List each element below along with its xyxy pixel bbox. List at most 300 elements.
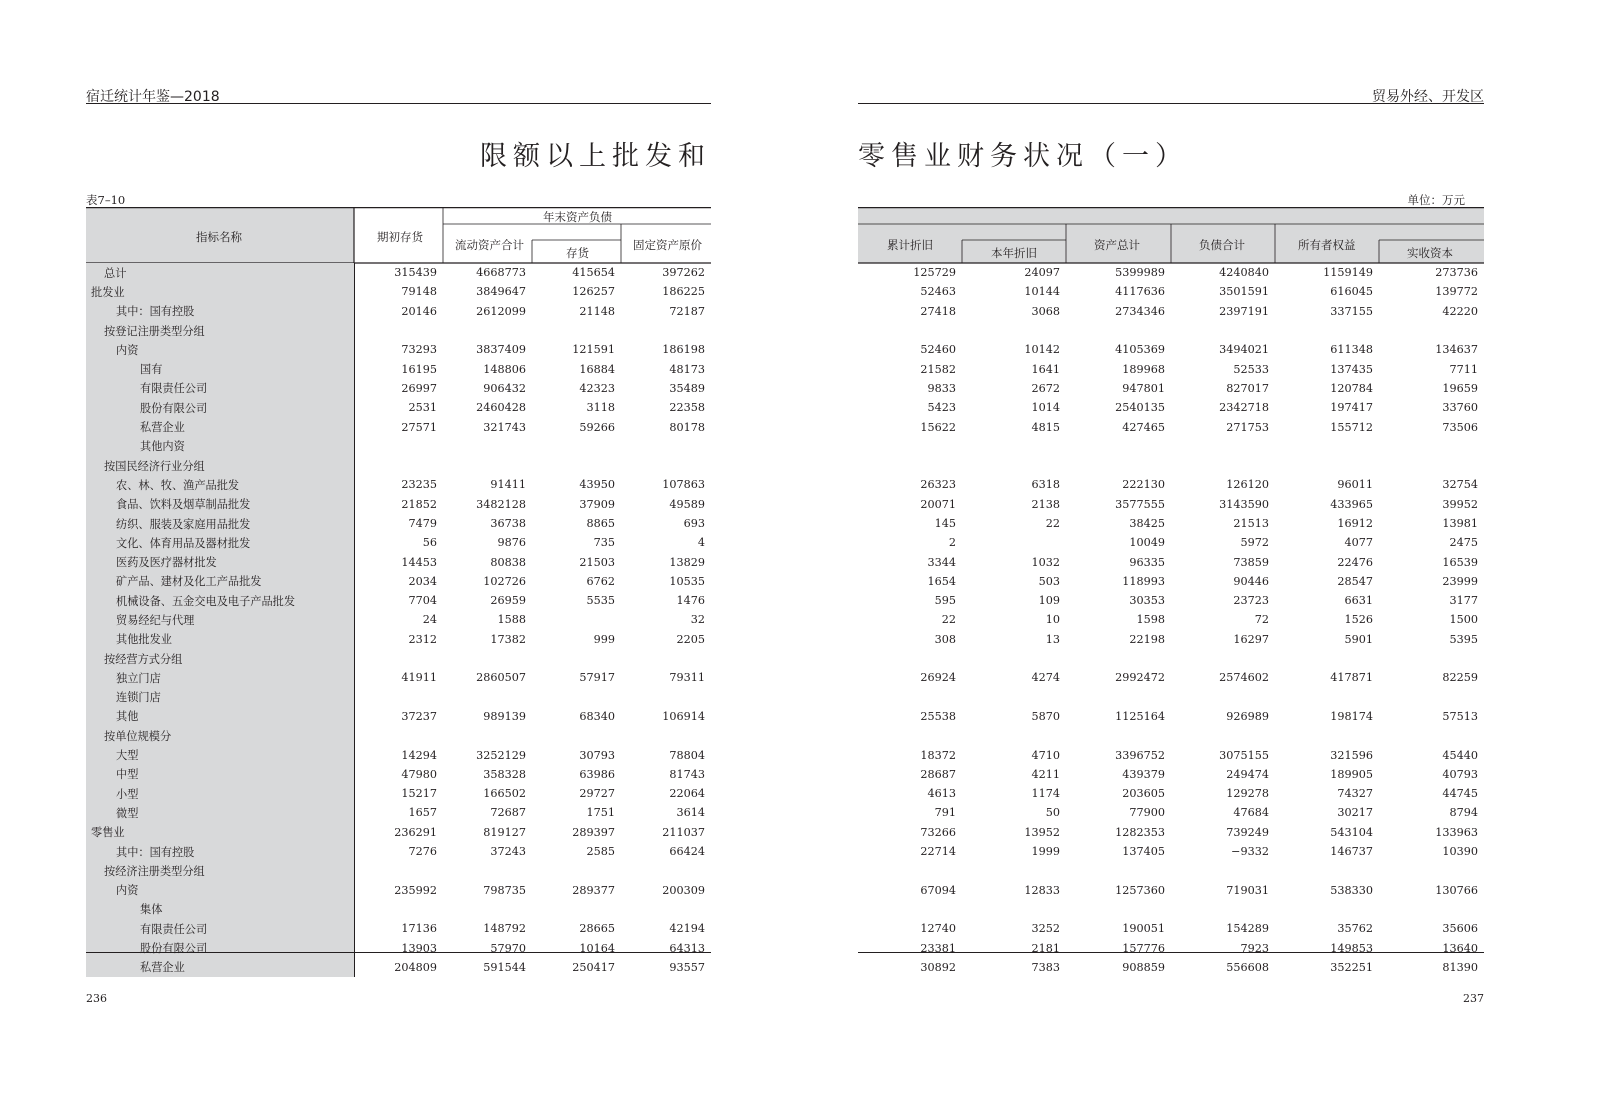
table-cell: 14294 [401, 748, 437, 762]
table-cell: 9876 [497, 536, 526, 550]
table-cell: 41911 [401, 671, 437, 685]
table-cell: 204809 [394, 960, 437, 974]
table-cell: 321743 [483, 420, 526, 434]
table-cell: 271753 [1226, 420, 1269, 434]
table-cell: 1654 [927, 574, 956, 588]
table-row [86, 340, 711, 359]
table-cell: 22064 [669, 787, 705, 801]
table-cell: 16297 [1233, 632, 1269, 646]
table-row [86, 610, 711, 629]
table-cell: 22358 [669, 401, 705, 415]
table-cell: 427465 [1122, 420, 1165, 434]
table-cell: 27418 [920, 304, 956, 318]
table-cell: 3849647 [476, 285, 526, 299]
table-cell: 9833 [927, 381, 956, 395]
table-cell: 68340 [579, 709, 615, 723]
table-cell: 52463 [920, 285, 956, 299]
table-cell: 28547 [1337, 574, 1373, 588]
table-cell: 26997 [401, 381, 437, 395]
table-cell: 33760 [1442, 401, 1478, 415]
table-cell: 2460428 [476, 401, 526, 415]
table-cell: 200309 [662, 883, 705, 897]
table-cell: 1598 [1136, 613, 1165, 627]
table-cell [1171, 726, 1275, 745]
table-cell: 189905 [1330, 767, 1373, 781]
table-row [86, 803, 711, 822]
table-cell [1171, 900, 1275, 919]
table-cell: 74327 [1337, 787, 1373, 801]
table-cell: 40793 [1442, 767, 1478, 781]
table-row [86, 649, 711, 668]
table-cell: 2034 [408, 574, 437, 588]
table-cell: 8865 [586, 517, 615, 530]
table-cell: 2397191 [1219, 304, 1269, 318]
running-header-right: 贸易外经、开发区 [1372, 89, 1484, 105]
table-row [858, 707, 1484, 726]
table-cell: 24097 [1024, 266, 1060, 280]
table-row [86, 475, 711, 494]
table-cell: 42323 [579, 381, 615, 395]
table-cell: 2138 [1031, 497, 1060, 511]
table-cell [354, 688, 443, 707]
row-label: 按单位规模分 [86, 726, 354, 745]
table-cell [1171, 321, 1275, 340]
table-cell: 12740 [920, 922, 956, 936]
row-label: 其中：国有控股 [86, 842, 354, 861]
table-cell: 2585 [586, 845, 615, 859]
table-row [86, 398, 711, 417]
table-cell: 35606 [1442, 922, 1478, 936]
table-cell: 15217 [401, 787, 437, 801]
table-cell: 1999 [1031, 845, 1060, 859]
table-row [858, 417, 1484, 436]
table-cell: 126120 [1226, 478, 1269, 492]
table-cell: 28665 [579, 922, 615, 936]
table-cell: 3252 [1031, 922, 1060, 936]
table-row [858, 842, 1484, 861]
table-row [858, 263, 1484, 282]
table-cell: 80178 [669, 420, 705, 434]
table-cell: 148806 [483, 362, 526, 376]
table-cell: 80838 [490, 555, 526, 569]
table-row [858, 398, 1484, 417]
header-rule-right [858, 103, 1484, 104]
table-row [858, 456, 1484, 475]
table-row [858, 282, 1484, 301]
table-cell: 52460 [920, 343, 956, 357]
row-label: 微型 [86, 803, 354, 822]
table-cell: 989139 [483, 709, 526, 723]
left-data-table [86, 263, 712, 977]
table-cell: 4710 [1031, 748, 1060, 762]
row-label: 按国民经济行业分组 [86, 456, 354, 475]
table-cell [1379, 649, 1484, 668]
table-cell: 57970 [490, 941, 526, 955]
table-cell: 64313 [669, 941, 705, 955]
table-cell: 20071 [920, 497, 956, 511]
table-cell: 1476 [676, 594, 705, 608]
table-cell: 23999 [1442, 574, 1478, 588]
table-cell: 130766 [1435, 883, 1478, 897]
table-cell: 1014 [1031, 401, 1060, 415]
table-row [858, 919, 1484, 938]
table-row [86, 823, 711, 842]
table-cell: 10049 [1129, 536, 1165, 550]
row-label: 纺织、服装及家庭用品批发 [86, 514, 354, 533]
table-cell: 739249 [1226, 825, 1269, 839]
row-label: 其他 [86, 707, 354, 726]
table-cell: 102726 [483, 574, 526, 588]
table-cell [532, 610, 621, 629]
table-cell [443, 861, 532, 880]
table-cell [354, 726, 443, 745]
table-row [86, 630, 711, 649]
table-cell [962, 533, 1066, 552]
table-cell: 47684 [1233, 806, 1269, 820]
table-cell: 719031 [1226, 883, 1269, 897]
col-year-depreciation-header: 本年折旧 [991, 246, 1037, 260]
table-row [86, 282, 711, 301]
table-cell: 397262 [662, 266, 705, 280]
table-cell [621, 649, 711, 668]
table-cell: 7923 [1240, 941, 1269, 955]
table-cell [443, 437, 532, 456]
table-cell: 5870 [1031, 709, 1060, 723]
table-cell: 1500 [1449, 613, 1478, 627]
table-cell: 118993 [1122, 574, 1165, 588]
table-cell: 5972 [1240, 536, 1269, 550]
table-cell: 93557 [669, 960, 705, 974]
table-cell: 36738 [490, 517, 526, 530]
table-row [858, 726, 1484, 745]
table-row [86, 379, 711, 398]
table-cell: 73266 [920, 825, 956, 839]
table-cell [1379, 688, 1484, 707]
table-cell: 35489 [669, 381, 705, 395]
table-cell [1066, 321, 1171, 340]
table-row [858, 881, 1484, 900]
row-label: 食品、饮料及烟草制品批发 [86, 495, 354, 514]
table-row [86, 263, 711, 282]
col-acc-depreciation-header: 累计折旧 [887, 238, 933, 252]
table-cell: 29727 [579, 787, 615, 801]
table-cell [532, 321, 621, 340]
table-cell: 4668773 [476, 266, 526, 280]
table-cell: 693 [683, 517, 705, 530]
table-cell: 735 [593, 536, 615, 550]
table-cell: 2540135 [1115, 401, 1165, 415]
table-cell: 126257 [572, 285, 615, 299]
table-cell: 134637 [1435, 343, 1478, 357]
table-cell [621, 456, 711, 475]
table-cell: 2342718 [1219, 401, 1269, 415]
table-cell: 315439 [394, 266, 437, 280]
table-cell: 2475 [1449, 536, 1478, 550]
table-cell [962, 456, 1066, 475]
row-label: 内资 [86, 881, 354, 900]
table-cell: 16195 [401, 362, 437, 376]
table-row [858, 340, 1484, 359]
table-cell [1171, 456, 1275, 475]
table-cell [1066, 726, 1171, 745]
table-row [86, 842, 711, 861]
row-label: 有限责任公司 [86, 379, 354, 398]
table-cell: 4274 [1031, 671, 1060, 685]
table-cell [962, 861, 1066, 880]
table-cell: 433965 [1330, 497, 1373, 511]
table-cell: 16539 [1442, 555, 1478, 569]
row-label: 按经营方式分组 [86, 649, 354, 668]
table-cell: 23381 [920, 941, 956, 955]
table-cell: 3501591 [1219, 285, 1269, 299]
table-cell: 107863 [662, 478, 705, 492]
table-cell: 249474 [1226, 767, 1269, 781]
table-cell: 2181 [1031, 941, 1060, 955]
table-cell: 82259 [1442, 671, 1478, 685]
table-cell: 3177 [1449, 594, 1478, 608]
left-table-bottom-rule [86, 952, 711, 953]
table-cell: 22714 [920, 845, 956, 859]
table-cell [962, 321, 1066, 340]
table-cell: 819127 [483, 825, 526, 839]
row-label: 有限责任公司 [86, 919, 354, 938]
table-row [86, 668, 711, 687]
table-cell: 30217 [1337, 806, 1373, 820]
table-cell [621, 726, 711, 745]
table-cell [621, 688, 711, 707]
table-cell [1066, 900, 1171, 919]
table-cell: 37909 [579, 497, 615, 511]
table-cell: 999 [593, 632, 615, 646]
table-row [858, 765, 1484, 784]
table-cell: 106914 [662, 709, 705, 723]
row-label: 连锁门店 [86, 688, 354, 707]
table-cell: 13 [1045, 632, 1060, 646]
row-label: 文化、体育用品及器材批发 [86, 533, 354, 552]
table-cell: 6318 [1031, 478, 1060, 492]
table-cell: 1751 [586, 806, 615, 820]
table-cell: 42194 [669, 922, 705, 936]
table-cell: 32 [690, 613, 705, 627]
table-cell: 3118 [586, 401, 615, 415]
table-cell: 22 [1045, 517, 1060, 530]
table-cell: 22198 [1129, 632, 1165, 646]
row-label: 大型 [86, 745, 354, 764]
row-label: 私营企业 [86, 958, 354, 977]
table-cell: 2672 [1031, 381, 1060, 395]
table-cell: 32754 [1442, 478, 1478, 492]
table-cell: 798735 [483, 883, 526, 897]
table-cell: 26959 [490, 594, 526, 608]
table-cell: 4 [697, 536, 705, 550]
table-cell: 17136 [401, 922, 437, 936]
table-cell [858, 900, 962, 919]
table-cell [1275, 900, 1379, 919]
table-cell: 73293 [401, 343, 437, 357]
table-cell [443, 321, 532, 340]
row-label: 医药及医疗器材批发 [86, 552, 354, 571]
table-cell [1379, 456, 1484, 475]
table-row [858, 784, 1484, 803]
table-row [858, 437, 1484, 456]
table-cell [354, 437, 443, 456]
table-cell [1275, 688, 1379, 707]
table-row [86, 359, 711, 378]
table-cell: 236291 [394, 825, 437, 839]
table-cell: 21852 [401, 497, 437, 511]
table-cell: 827017 [1226, 381, 1269, 395]
table-row [86, 784, 711, 803]
table-cell: 166502 [483, 787, 526, 801]
table-cell: 30892 [920, 960, 956, 974]
table-row [858, 514, 1484, 533]
table-cell: 96335 [1129, 555, 1165, 569]
table-cell: 189968 [1122, 362, 1165, 376]
table-cell: 79148 [401, 285, 437, 299]
table-cell: 2612099 [476, 304, 526, 318]
table-cell [1379, 900, 1484, 919]
table-cell: 439379 [1122, 767, 1165, 781]
header-rule-left [86, 103, 711, 104]
col-opening-inventory-header: 期初存货 [377, 230, 423, 244]
table-row [858, 591, 1484, 610]
table-cell: 91411 [490, 478, 526, 492]
table-row [858, 572, 1484, 591]
table-cell [621, 437, 711, 456]
table-cell: 17382 [490, 632, 526, 646]
table-cell: 4105369 [1115, 343, 1165, 357]
table-cell: 3252129 [476, 748, 526, 762]
table-cell [1066, 437, 1171, 456]
table-cell: 149853 [1330, 941, 1373, 955]
table-cell: 1282353 [1115, 825, 1165, 839]
table-cell: 18372 [920, 748, 956, 762]
table-row [86, 938, 711, 957]
table-cell: 7704 [408, 594, 437, 608]
table-cell: 13829 [669, 555, 705, 569]
table-row [858, 823, 1484, 842]
table-row [858, 861, 1484, 880]
table-row [858, 745, 1484, 764]
table-cell: 1526 [1344, 613, 1373, 627]
table-cell [962, 437, 1066, 456]
table-cell: 15622 [920, 420, 956, 434]
table-cell: 23723 [1233, 594, 1269, 608]
table-cell [1275, 456, 1379, 475]
right-table-bottom-rule [858, 952, 1484, 953]
table-cell [532, 456, 621, 475]
table-cell: 49589 [669, 497, 705, 511]
table-cell: 78804 [669, 748, 705, 762]
table-cell: 1641 [1031, 362, 1060, 376]
table-cell: 109 [1038, 594, 1060, 608]
table-cell: 321596 [1330, 748, 1373, 762]
table-cell: 52533 [1233, 362, 1269, 376]
row-label: 私营企业 [86, 417, 354, 436]
table-cell: 47980 [401, 767, 437, 781]
table-cell: 25538 [920, 709, 956, 723]
row-label: 按经济注册类型分组 [86, 861, 354, 880]
table-cell: 45440 [1442, 748, 1478, 762]
table-cell: 26924 [920, 671, 956, 685]
table-cell: 1174 [1031, 787, 1060, 801]
table-cell [532, 437, 621, 456]
table-cell: 13903 [401, 941, 437, 955]
table-cell: −9332 [1231, 845, 1269, 859]
title-right: 零售业财务状况（一） [858, 141, 1188, 172]
table-cell: 23235 [401, 478, 437, 492]
table-cell: 21582 [920, 362, 956, 376]
table-row [858, 688, 1484, 707]
table-cell: 190051 [1122, 922, 1165, 936]
table-cell [1275, 861, 1379, 880]
table-cell: 37243 [490, 845, 526, 859]
table-cell: 7276 [408, 845, 437, 859]
table-cell [1275, 726, 1379, 745]
table-cell: 7383 [1031, 960, 1060, 974]
table-cell: 556608 [1226, 960, 1269, 974]
table-cell [962, 726, 1066, 745]
table-cell: 21503 [579, 555, 615, 569]
row-label: 农、林、牧、渔产品批发 [86, 475, 354, 494]
table-cell [532, 726, 621, 745]
table-cell: 2312 [408, 632, 437, 646]
table-cell: 72187 [669, 304, 705, 318]
table-cell: 3837409 [476, 343, 526, 357]
table-cell [962, 688, 1066, 707]
table-row [86, 707, 711, 726]
row-label: 股份有限公司 [86, 938, 354, 957]
table-row [86, 437, 711, 456]
table-cell: 66424 [669, 845, 705, 859]
table-cell: 137405 [1122, 845, 1165, 859]
table-row [86, 900, 711, 919]
table-cell: 198174 [1330, 709, 1373, 723]
table-cell: 22 [941, 613, 956, 627]
table-cell [1275, 649, 1379, 668]
table-cell [354, 321, 443, 340]
table-cell: 2734346 [1115, 304, 1165, 318]
table-cell: 73859 [1233, 555, 1269, 569]
table-cell: 16912 [1337, 517, 1373, 530]
table-row [86, 572, 711, 591]
table-cell: 4117636 [1115, 285, 1165, 299]
table-row [86, 302, 711, 321]
table-row [858, 302, 1484, 321]
table-row [86, 745, 711, 764]
table-cell: 21513 [1233, 517, 1269, 530]
table-cell: 791 [934, 806, 956, 820]
table-cell: 906432 [483, 381, 526, 395]
table-row [858, 900, 1484, 919]
table-cell: 16884 [579, 362, 615, 376]
table-cell: 24 [422, 613, 437, 627]
table-row [858, 958, 1484, 977]
table-cell: 7479 [408, 517, 437, 530]
table-cell: 56 [422, 536, 437, 550]
table-cell: 235992 [394, 883, 437, 897]
table-cell: 121591 [572, 343, 615, 357]
table-cell [354, 900, 443, 919]
table-row [86, 688, 711, 707]
table-row [858, 668, 1484, 687]
table-row [86, 591, 711, 610]
table-row [86, 881, 711, 900]
table-cell: 947801 [1122, 381, 1165, 395]
table-cell: 1588 [497, 613, 526, 627]
table-cell: 211037 [662, 825, 705, 839]
row-label: 集体 [86, 900, 354, 919]
